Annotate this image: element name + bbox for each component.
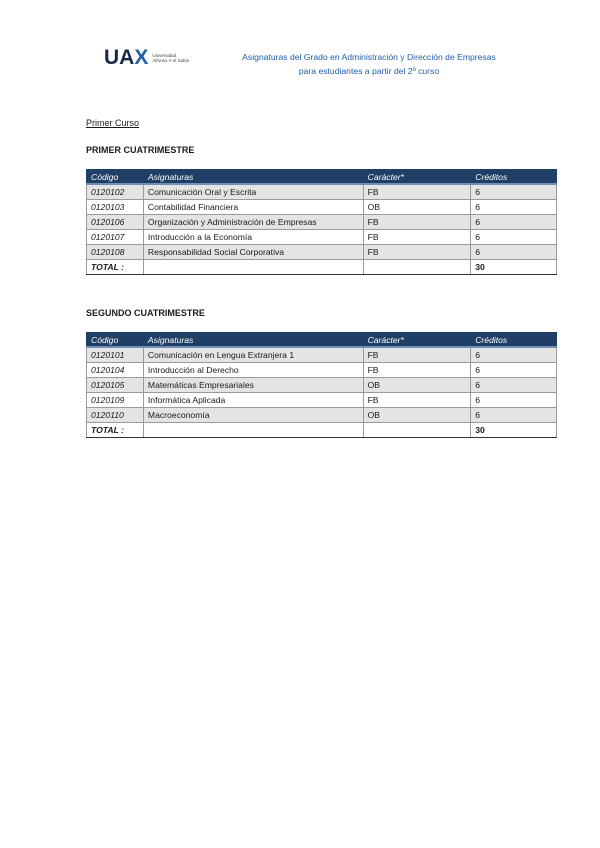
table-row (87, 347, 557, 363)
cell-type: OB (363, 408, 471, 423)
table-total-row (87, 423, 557, 438)
table-row (87, 245, 557, 260)
table-header-row (87, 333, 557, 348)
cell-type: FB (363, 393, 471, 408)
cell-credits: 6 (471, 378, 557, 393)
table-total-row (87, 260, 557, 275)
semester-1-heading: PRIMER CUATRIMESTRE (86, 145, 195, 155)
cell-type: FB (363, 215, 471, 230)
cell-code: 0120108 (87, 245, 144, 260)
cell-code: 0120110 (87, 408, 144, 423)
cell-code: 0120103 (87, 200, 144, 215)
cell-type: OB (363, 200, 471, 215)
col-header-credits: Créditos (471, 333, 557, 348)
table-row (87, 184, 557, 200)
col-header-type: Carácter* (363, 333, 471, 348)
cell-type: FB (363, 363, 471, 378)
cell-subject: Introducción a la Economía (143, 230, 363, 245)
cell-subject: Macroeconomía (143, 408, 363, 423)
col-header-code: Código (87, 170, 144, 185)
table-row (87, 230, 557, 245)
cell-credits: 6 (471, 200, 557, 215)
table-row (87, 408, 557, 423)
page-header (104, 44, 524, 84)
total-empty-cell (143, 260, 363, 275)
semester-2-table (86, 332, 557, 438)
cell-credits: 6 (471, 215, 557, 230)
cell-subject: Comunicación en Lengua Extranjera 1 (143, 347, 363, 363)
cell-type: FB (363, 184, 471, 200)
table-row (87, 363, 557, 378)
course-heading: Primer Curso (86, 118, 140, 128)
cell-subject: Comunicación Oral y Escrita (143, 184, 363, 200)
cell-credits: 6 (471, 347, 557, 363)
total-empty-cell (363, 260, 471, 275)
cell-code: 0120102 (87, 184, 144, 200)
cell-subject: Organización y Administración de Empresas (143, 215, 363, 230)
total-empty-cell (143, 423, 363, 438)
cell-code: 0120105 (87, 378, 144, 393)
cell-credits: 6 (471, 245, 557, 260)
cell-code: 0120104 (87, 363, 144, 378)
total-label: TOTAL : (87, 260, 144, 275)
cell-type: OB (363, 378, 471, 393)
col-header-code: Código (87, 333, 144, 348)
cell-subject: Informática Aplicada (143, 393, 363, 408)
cell-credits: 6 (471, 363, 557, 378)
cell-credits: 6 (471, 230, 557, 245)
total-credits: 30 (471, 423, 557, 438)
col-header-type: Carácter* (363, 170, 471, 185)
cell-code: 0120101 (87, 347, 144, 363)
cell-credits: 6 (471, 393, 557, 408)
document-title: Asignaturas del Grado en Administración y Dirección de Empresas para estudiantes a partir del 2º curso (242, 52, 496, 76)
cell-type: FB (363, 347, 471, 363)
semester-2-heading: SEGUNDO CUATRIMESTRE (86, 308, 205, 318)
table-row (87, 200, 557, 215)
cell-code: 0120109 (87, 393, 144, 408)
cell-subject: Responsabilidad Social Corporativa (143, 245, 363, 260)
cell-credits: 6 (471, 408, 557, 423)
cell-code: 0120106 (87, 215, 144, 230)
col-header-subject: Asignaturas (143, 333, 363, 348)
table-row (87, 378, 557, 393)
cell-subject: Matemáticas Empresariales (143, 378, 363, 393)
col-header-credits: Créditos (471, 170, 557, 185)
table-row (87, 215, 557, 230)
table-row (87, 393, 557, 408)
logo-wordmark: UAX (104, 46, 149, 69)
table-header-row (87, 170, 557, 185)
col-header-subject: Asignaturas (143, 170, 363, 185)
cell-type: FB (363, 245, 471, 260)
cell-code: 0120107 (87, 230, 144, 245)
logo-subtitle: Universidad Alfonso X el Sabio (152, 53, 190, 63)
cell-type: FB (363, 230, 471, 245)
uax-logo (104, 46, 198, 70)
cell-credits: 6 (471, 184, 557, 200)
cell-subject: Contabilidad Financiera (143, 200, 363, 215)
total-label: TOTAL : (87, 423, 144, 438)
total-credits: 30 (471, 260, 557, 275)
total-empty-cell (363, 423, 471, 438)
semester-1-table (86, 169, 557, 275)
cell-subject: Introducción al Derecho (143, 363, 363, 378)
